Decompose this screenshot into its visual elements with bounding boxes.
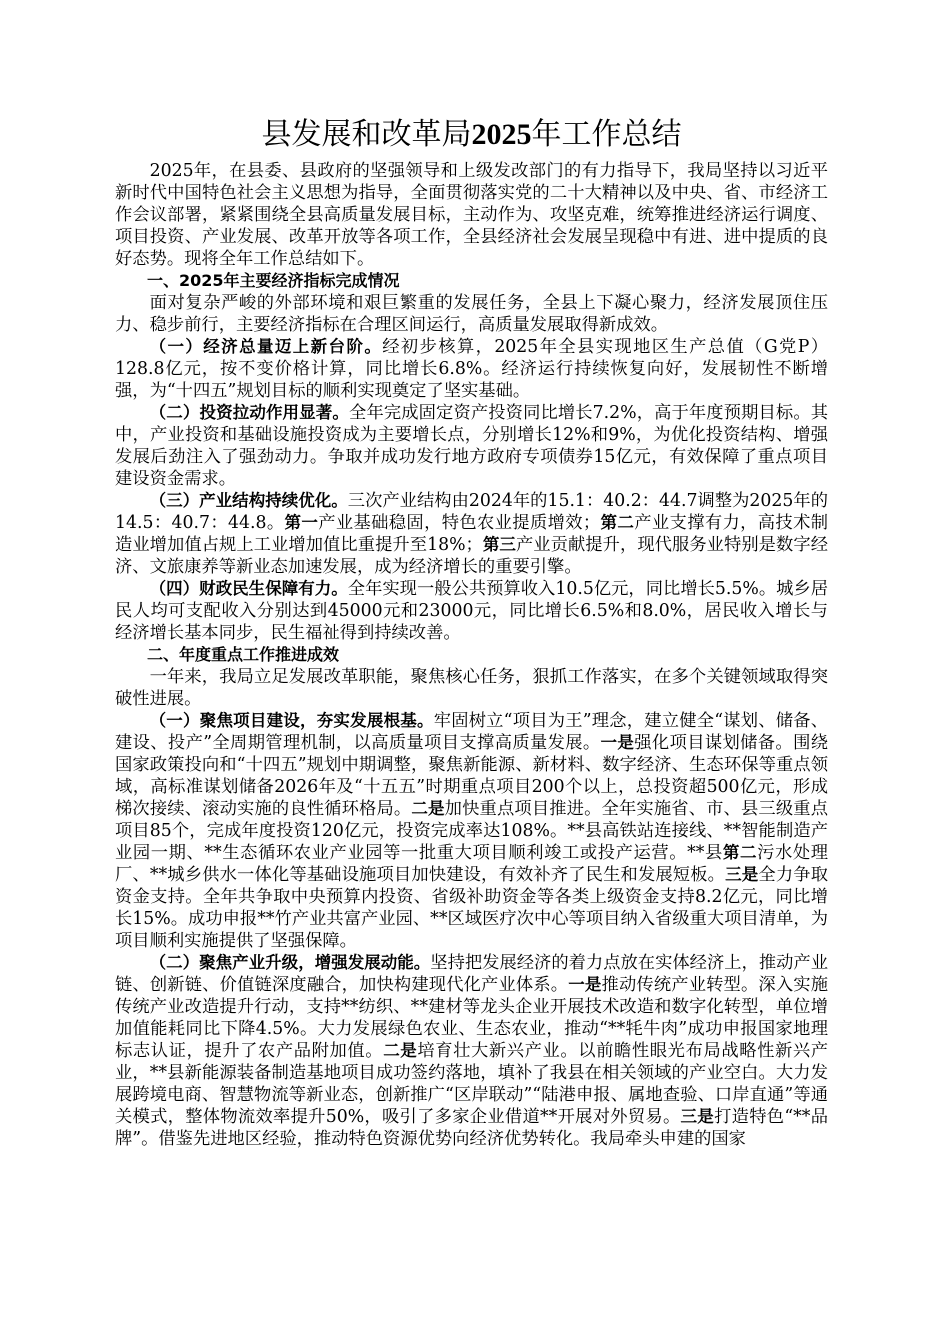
tertiary-industry-label: 第三 bbox=[482, 535, 516, 554]
section-heading-1: 一、2025年主要经济指标完成情况 bbox=[147, 271, 400, 290]
indicator-2-text: 全年完成固定资产投资同比增长7.2%，高于年度预期目标。其中，产业投资和基础设施投资成为主要增长点，分别增长12%和9%，为优化投资结构、增强发展后劲注入了强劲动力。争取并成功发行地方政府专项债券15亿元，有效保障了重点项目建设资金需求。 bbox=[115, 403, 829, 489]
work-2-text-c: 培育壮大新兴产业。以前瞻性眼光布局战略性新兴产业，**县新能源装备制造基地项目成功签约落地，填补了我县在相关领域的产业空白。大力发展跨境电商、智慧物流等新业态，创新推广“区岸联动”“陆港申报、属地查验、口岸直通”等通关模式，整体物流效率提升50%，吸引了多家企业借道**开展对外贸易。 bbox=[115, 1041, 828, 1127]
indicator-3-heading: （三）产业结构持续优化。 bbox=[149, 491, 348, 510]
work-2-text-a: 坚持把发展经济的着力点放在实体经济上，推动产业链、创新链、价值链深度融合，加快构建现代化产业体系。 bbox=[115, 953, 828, 995]
indicator-3-text-b: 产业基础稳固，特色农业提质增效； bbox=[318, 513, 601, 533]
work-1-point-2-label: 二是 bbox=[411, 799, 445, 818]
indicator-3-text-d: 产业贡献提升，现代服务业特别是数字经济、文旅康养等新业态加速发展，成为经济增长的重要引擎。 bbox=[115, 535, 828, 577]
intro-paragraph: 2025年，在县委、县政府的坚强领导和上级发改部门的有力指导下，我局坚持以习近平新时代中国特色社会主义思想为指导，全面贯彻落实党的二十大精神以及中央、省、市经济工作会议部署，紧紧围绕全县高质量发展目标，主动作为、攻坚克难，统筹推进经济运行调度、项目投资、产业发展、改革开放等各项工作，全县经济社会发展呈现稳中有进、进中提质的良好态势。现将全年工作总结如下。 bbox=[115, 161, 828, 269]
indicator-4-heading: （四）财政民生保障有力。 bbox=[149, 579, 348, 598]
section-1-intro: 面对复杂严峻的外部环境和艰巨繁重的发展任务，全县上下凝心聚力，经济发展顶住压力、稳步前行，主要经济指标在合理区间运行，高质量发展取得新成效。 bbox=[115, 293, 828, 335]
secondary-industry-label: 第二 bbox=[600, 513, 635, 532]
work-2-point-1-label: 一是 bbox=[568, 975, 602, 994]
work-1-text-a: 牢固树立“项目为王”理念，建立健全“谋划、储备、建设、投产”全周期管理机制，以高质量项目支撑高质量发展。 bbox=[115, 711, 828, 753]
section-2-intro: 一年来，我局立足发展改革职能，聚焦核心任务，狠抓工作落实，在多个关键领域取得突破性进展。 bbox=[115, 667, 828, 709]
work-2-point-3-label: 三是 bbox=[680, 1107, 715, 1126]
work-paragraph-1 bbox=[115, 710, 828, 952]
work-2-heading: （二）聚焦产业升级，增强发展动能。 bbox=[149, 953, 431, 972]
title-part-2: 年工作总结 bbox=[531, 118, 682, 151]
work-1-point-3-label: 三是 bbox=[725, 865, 759, 884]
indicator-4-text: 全年实现一般公共预算收入10.5亿元，同比增长5.5%。城乡居民人均可支配收入分别达到45000元和23000元，同比增长6.5%和8.0%，居民收入增长与经济增长基本同步，民生福祉得到持续改善。 bbox=[115, 579, 828, 643]
work-1-heading: （一）聚焦项目建设，夯实发展根基。 bbox=[149, 711, 434, 730]
work-1-text-c: 加快重点项目推进。全年实施省、市、县三级重点项目85个，完成年度投资120亿元，投资完成率达108%。**县高铁站连接线、**智能制造产业园一期、**生态循环农业产业园等一批重大项目顺利竣工或投产运营。**县 bbox=[115, 799, 828, 863]
work-2-point-2-label: 二是 bbox=[383, 1041, 418, 1060]
section-heading-2: 二、年度重点工作推进成效 bbox=[147, 645, 340, 664]
indicator-3-text-a: 三次产业结构由2024年的15.1：40.2：44.7调整为2025年的14.5：40.7：44.8。 bbox=[115, 491, 828, 533]
work-1-text-b: 强化项目谋划储备。围绕国家政策投向和“十四五”规划中期调整，聚焦新能源、新材料、数字经济、生态环保等重点领域，高标准谋划储备2026年及“十五五”时期重点项目200个以上，总投资超500亿元，形成梯次接续、滚动实施的良性循环格局。 bbox=[115, 733, 828, 819]
work-1-emphasis: 第二 bbox=[722, 843, 758, 862]
title-year: 2025 bbox=[471, 118, 532, 151]
indicator-1-text: 经初步核算，2025年全县实现地区生产总值（G党P）128.8亿元，按不变价格计算，同比增长6.8%。经济运行持续恢复向好，发展韧性不断增强，为“十四五”规划目标的顺利实现奠定了坚实基础。 bbox=[115, 337, 828, 401]
indicator-3-text-c: 产业支撑有力，高技术制造业增加值占规上工业增加值比重提升至18%； bbox=[115, 513, 828, 555]
work-1-text-e: 全力争取资金支持。全年共争取中央预算内投资、省级补助资金等各类上级资金支持8.2亿元，同比增长15%。成功申报**竹产业共富产业园、**区域医疗次中心等项目纳入省级重大项目清单，为项目顺利实施提供了坚强保障。 bbox=[115, 865, 828, 951]
title-part-1: 县发展和改革局 bbox=[261, 118, 472, 151]
document-page bbox=[115, 112, 828, 1150]
indicator-paragraph-2 bbox=[115, 402, 828, 490]
work-1-point-1-label: 一是 bbox=[600, 733, 635, 752]
document-title bbox=[115, 112, 828, 158]
indicator-paragraph-3 bbox=[115, 490, 828, 578]
indicator-paragraph-4 bbox=[115, 578, 828, 644]
indicator-paragraph-1 bbox=[115, 336, 828, 402]
work-2-text-b: 推动传统产业转型。深入实施传统产业改造提升行动，支持**纺织、**建材等龙头企业开展技术改造和数字化转型，单位增加值能耗同比下降4.5%。大力发展绿色农业、生态农业，推动“**牦牛肉”成功申报国家地理标志认证，提升了农产品附加值。 bbox=[115, 975, 828, 1061]
work-paragraph-2 bbox=[115, 952, 828, 1150]
work-1-text-d: 污水处理厂、**城乡供水一体化等基础设施项目加快建设，有效补齐了民生和发展短板。 bbox=[115, 843, 828, 885]
work-2-text-d: 打造特色“**品牌”。借鉴先进地区经验，推动特色资源优势向经济优势转化。我局牵头申建的国家 bbox=[115, 1107, 828, 1149]
indicator-1-heading: （一）经济总量迈上新台阶。 bbox=[149, 337, 383, 356]
indicator-2-heading: （二）投资拉动作用显著。 bbox=[149, 403, 350, 422]
primary-industry-label: 第一 bbox=[284, 513, 319, 532]
